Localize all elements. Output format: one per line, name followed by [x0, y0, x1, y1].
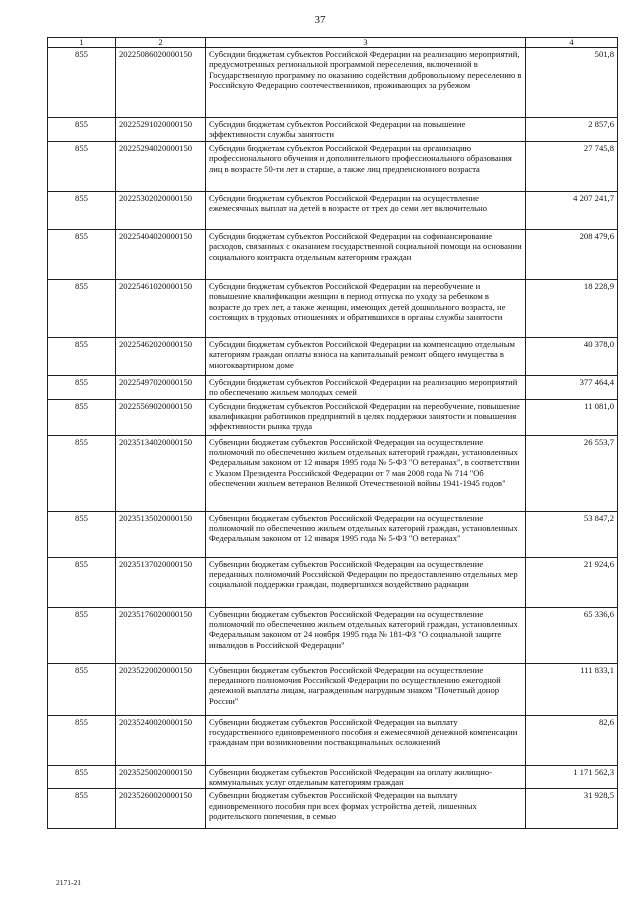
header-col-4: 4	[526, 38, 618, 48]
table-row	[48, 229, 618, 279]
table-header-row	[48, 38, 618, 48]
row-amount: 65 336,6	[526, 607, 618, 663]
table-row	[48, 337, 618, 375]
row-revenue-code: 20235260020000150	[116, 789, 206, 829]
row-admin-code: 855	[48, 279, 116, 337]
row-admin-code: 855	[48, 607, 116, 663]
row-revenue-code: 20235135020000150	[116, 511, 206, 557]
row-revenue-code: 20225462020000150	[116, 337, 206, 375]
row-revenue-code: 20235176020000150	[116, 607, 206, 663]
header-col-3: 3	[206, 38, 526, 48]
row-amount: 2 857,6	[526, 118, 618, 142]
row-description: Субсидии бюджетам субъектов Российской Федерации на переобучение, повышение квалификации работников предприятий в целях поддержки занятости и повышения эффективности рынка труда	[206, 399, 526, 435]
row-amount: 82,6	[526, 715, 618, 765]
table-row	[48, 511, 618, 557]
row-revenue-code: 20235250020000150	[116, 765, 206, 789]
row-admin-code: 855	[48, 765, 116, 789]
header-col-1: 1	[48, 38, 116, 48]
row-description: Субсидии бюджетам субъектов Российской Федерации на организацию профессионального обучения и дополнительного профессионального образования лиц в возрасте 50-ти лет и старше, а также лиц предпенсионного возраста	[206, 141, 526, 191]
table-row	[48, 765, 618, 789]
row-revenue-code: 20225291020000150	[116, 118, 206, 142]
table-row	[48, 399, 618, 435]
table-row	[48, 715, 618, 765]
row-revenue-code: 20235240020000150	[116, 715, 206, 765]
table-body	[48, 48, 618, 829]
row-amount: 11 081,0	[526, 399, 618, 435]
row-amount: 18 228,9	[526, 279, 618, 337]
table-row	[48, 141, 618, 191]
row-amount: 4 207 241,7	[526, 191, 618, 229]
footer-code: 2171-21	[56, 878, 81, 887]
row-description: Субвенции бюджетам субъектов Российской Федерации на осуществление полномочий по обеспечению жильем отдельных категорий граждан, установленных Федеральным законом от 12 января 1995 года № 5-ФЗ "О ветеранах", в соответствии с Указом Президента Российской Федерации от 7 мая 2008 года № 714 "Об обеспечении жильем ветеранов Великой Отечественной войны 1941-1945 годов"	[206, 435, 526, 511]
row-amount: 501,8	[526, 48, 618, 118]
row-revenue-code: 20235137020000150	[116, 557, 206, 607]
table-row	[48, 279, 618, 337]
table-row	[48, 118, 618, 142]
row-admin-code: 855	[48, 715, 116, 765]
row-admin-code: 855	[48, 511, 116, 557]
row-admin-code: 855	[48, 191, 116, 229]
row-revenue-code: 20225569020000150	[116, 399, 206, 435]
row-admin-code: 855	[48, 435, 116, 511]
row-amount: 26 553,7	[526, 435, 618, 511]
row-description: Субсидии бюджетам субъектов Российской Федерации на софинансирование расходов, связанных с оказанием государственной социальной помощи на основании социального контракта отдельным категориям граждан	[206, 229, 526, 279]
row-admin-code: 855	[48, 399, 116, 435]
row-amount: 40 378,0	[526, 337, 618, 375]
row-admin-code: 855	[48, 375, 116, 399]
row-admin-code: 855	[48, 118, 116, 142]
row-description: Субвенции бюджетам субъектов Российской Федерации на осуществление полномочий по обеспечению жильем отдельных категорий граждан, установленных Федеральным законом от 12 января 1995 года № 5-ФЗ "О ветеранах"	[206, 511, 526, 557]
table-row	[48, 607, 618, 663]
row-revenue-code: 20225497020000150	[116, 375, 206, 399]
table-row	[48, 48, 618, 118]
row-revenue-code: 20225086020000150	[116, 48, 206, 118]
table-row	[48, 557, 618, 607]
row-revenue-code: 20235134020000150	[116, 435, 206, 511]
table-row	[48, 663, 618, 715]
row-revenue-code: 20235220020000150	[116, 663, 206, 715]
table-row	[48, 789, 618, 829]
row-description: Субсидии бюджетам субъектов Российской Федерации на реализацию мероприятий, предусмотренных региональной программой переселения, включенной в Государственную программу по оказанию содействия добровольному переселению в Российскую Федерацию соотечественников, проживающих за рубежом	[206, 48, 526, 118]
row-revenue-code: 20225404020000150	[116, 229, 206, 279]
row-description: Субвенции бюджетам субъектов Российской Федерации на осуществление переданного полномочия Российской Федерации по осуществлению ежегодной денежной выплаты лицам, награжденным нагрудным знаком "Почетный донор России"	[206, 663, 526, 715]
row-description: Субвенции бюджетам субъектов Российской Федерации на выплату государственного единовременного пособия и ежемесячной денежной компенсации гражданам при возникновении поствакцинальных осложнений	[206, 715, 526, 765]
row-description: Субсидии бюджетам субъектов Российской Федерации на повышение эффективности службы занятости	[206, 118, 526, 142]
row-amount: 21 924,6	[526, 557, 618, 607]
row-description: Субвенции бюджетам субъектов Российской Федерации на осуществление переданных полномочий Российской Федерации по предоставлению отдельных мер социальной поддержки граждан, подвергшихся воздействию радиации	[206, 557, 526, 607]
row-revenue-code: 20225294020000150	[116, 141, 206, 191]
header-col-2: 2	[116, 38, 206, 48]
row-amount: 208 479,6	[526, 229, 618, 279]
row-admin-code: 855	[48, 141, 116, 191]
row-amount: 111 833,1	[526, 663, 618, 715]
row-description: Субсидии бюджетам субъектов Российской Федерации на переобучение и повышение квалификации женщин в период отпуска по уходу за ребенком в возрасте до трех лет, а также женщин, имеющих детей дошкольного возраста, не состоящих в трудовых отношениях и обратившихся в органы службы занятости	[206, 279, 526, 337]
row-amount: 377 464,4	[526, 375, 618, 399]
table-row	[48, 191, 618, 229]
row-admin-code: 855	[48, 557, 116, 607]
revenue-table	[47, 37, 618, 829]
row-revenue-code: 20225461020000150	[116, 279, 206, 337]
row-admin-code: 855	[48, 229, 116, 279]
row-amount: 53 847,2	[526, 511, 618, 557]
row-admin-code: 855	[48, 337, 116, 375]
row-revenue-code: 20225302020000150	[116, 191, 206, 229]
row-description: Субсидии бюджетам субъектов Российской Федерации на компенсацию отдельным категориям граждан оплаты взноса на капитальный ремонт общего имущества в многоквартирном доме	[206, 337, 526, 375]
row-admin-code: 855	[48, 48, 116, 118]
table-row	[48, 435, 618, 511]
row-amount: 27 745,8	[526, 141, 618, 191]
row-description: Субвенции бюджетам субъектов Российской Федерации на оплату жилищно-коммунальных услуг отдельным категориям граждан	[206, 765, 526, 789]
row-description: Субсидии бюджетам субъектов Российской Федерации на осуществление ежемесячных выплат на детей в возрасте от трех до семи лет включительно	[206, 191, 526, 229]
row-amount: 1 171 562,3	[526, 765, 618, 789]
page-number: 37	[314, 14, 326, 26]
row-description: Субсидии бюджетам субъектов Российской Федерации на реализацию мероприятий по обеспечению жильем молодых семей	[206, 375, 526, 399]
row-admin-code: 855	[48, 789, 116, 829]
row-amount: 31 928,5	[526, 789, 618, 829]
row-admin-code: 855	[48, 663, 116, 715]
row-description: Субвенции бюджетам субъектов Российской Федерации на выплату единовременного пособия при всех формах устройства детей, лишенных родительского попечения, в семью	[206, 789, 526, 829]
table-row	[48, 375, 618, 399]
row-description: Субвенции бюджетам субъектов Российской Федерации на осуществление полномочий по обеспечению жильем отдельных категорий граждан, установленных Федеральным законом от 24 ноября 1995 года № 181-ФЗ "О социальной защите инвалидов в Российской Федерации"	[206, 607, 526, 663]
